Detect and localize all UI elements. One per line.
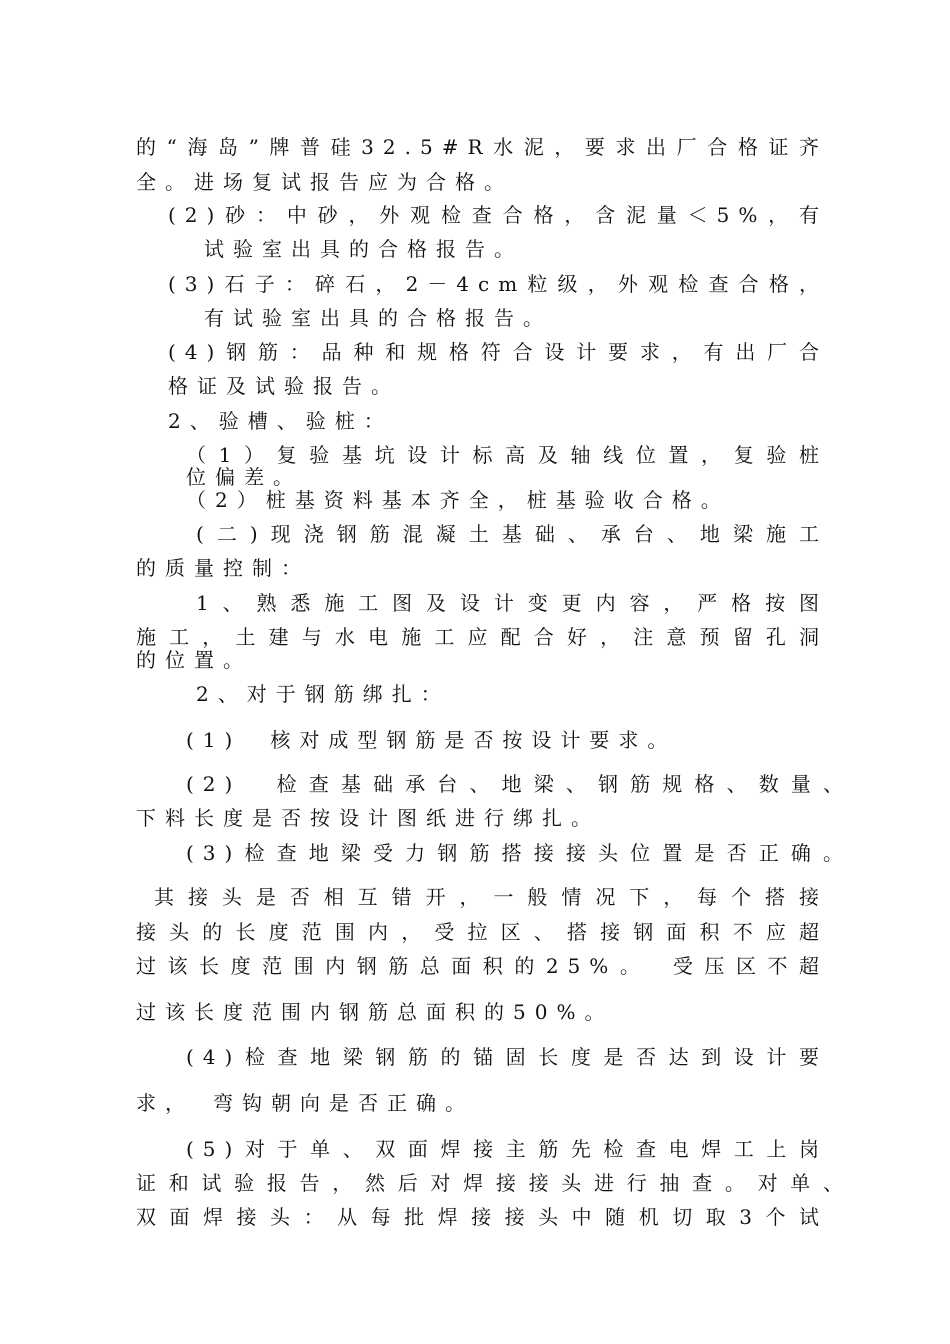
text-line: (3)检查地梁受力钢筋搭接接头位置是否正确。 — [186, 841, 852, 865]
text-line: 全。进场复试报告应为合格。 — [136, 170, 513, 194]
text-line: 接头的长度范围内，受拉区、搭接钢面积不应超 — [136, 920, 828, 944]
text-line: 过该长度范围内钢筋总面积的50%。 — [136, 1000, 614, 1024]
text-line: 双面焊接头：从每批焊接接头中随机切取3个试 — [136, 1205, 828, 1229]
text-line: 的质量控制： — [136, 556, 310, 580]
text-line: 下料长度是否按设计图纸进行绑扎。 — [136, 806, 600, 830]
text-line: (4)钢筋：品种和规格符合设计要求，有出厂合 — [168, 340, 828, 364]
text-line: (3)石子：碎石，2－4cm粒级，外观检查合格， — [168, 272, 828, 296]
text-line: 施工，土建与水电施工应配合好，注意预留孔洞 — [136, 625, 828, 649]
text-line: 求， 弯钩朝向是否正确。 — [136, 1091, 474, 1115]
text-line: 位偏差。 — [186, 465, 302, 489]
text-line: 有试验室出具的合格报告。 — [204, 306, 552, 330]
text-line: 2、对于钢筋绑扎： — [196, 682, 450, 706]
text-line: 2、验槽、验桩： — [168, 409, 393, 433]
text-line: 证和试验报告，然后对焊接接头进行抽查。对单、 — [136, 1171, 852, 1195]
text-line: 其接头是否相互错开，一般情况下，每个搭接 — [154, 885, 828, 909]
text-line: 过该长度范围内钢筋总面积的25%。 受压区不超 — [136, 954, 828, 978]
text-line: (二)现浇钢筋混凝土基础、承台、地梁施工 — [196, 522, 828, 546]
text-line: 格证及试验报告。 — [168, 374, 400, 398]
text-line: （2）桩基资料基本齐全，桩基验收合格。 — [186, 488, 730, 512]
text-line: （1）复验基坑设计标高及轴线位置，复验桩 — [186, 443, 828, 467]
text-line: (2)砂：中砂，外观检查合格，含泥量＜5%，有 — [168, 203, 828, 227]
text-line: (2) 检查基础承台、地梁、钢筋规格、数量、 — [186, 772, 852, 796]
text-line: (1) 核对成型钢筋是否按设计要求。 — [186, 728, 677, 752]
text-line: (5)对于单、双面焊接主筋先检查电焊工上岗 — [186, 1137, 828, 1161]
text-line: 1、熟悉施工图及设计变更内容，严格按图 — [196, 591, 828, 615]
text-line: 的位置。 — [136, 648, 252, 672]
text-line: (4)检查地梁钢筋的锚固长度是否达到设计要 — [186, 1045, 828, 1069]
text-line: 试验室出具的合格报告。 — [204, 237, 523, 261]
text-line: 的“海岛”牌普硅32.5#R水泥，要求出厂合格证齐 — [136, 135, 828, 159]
